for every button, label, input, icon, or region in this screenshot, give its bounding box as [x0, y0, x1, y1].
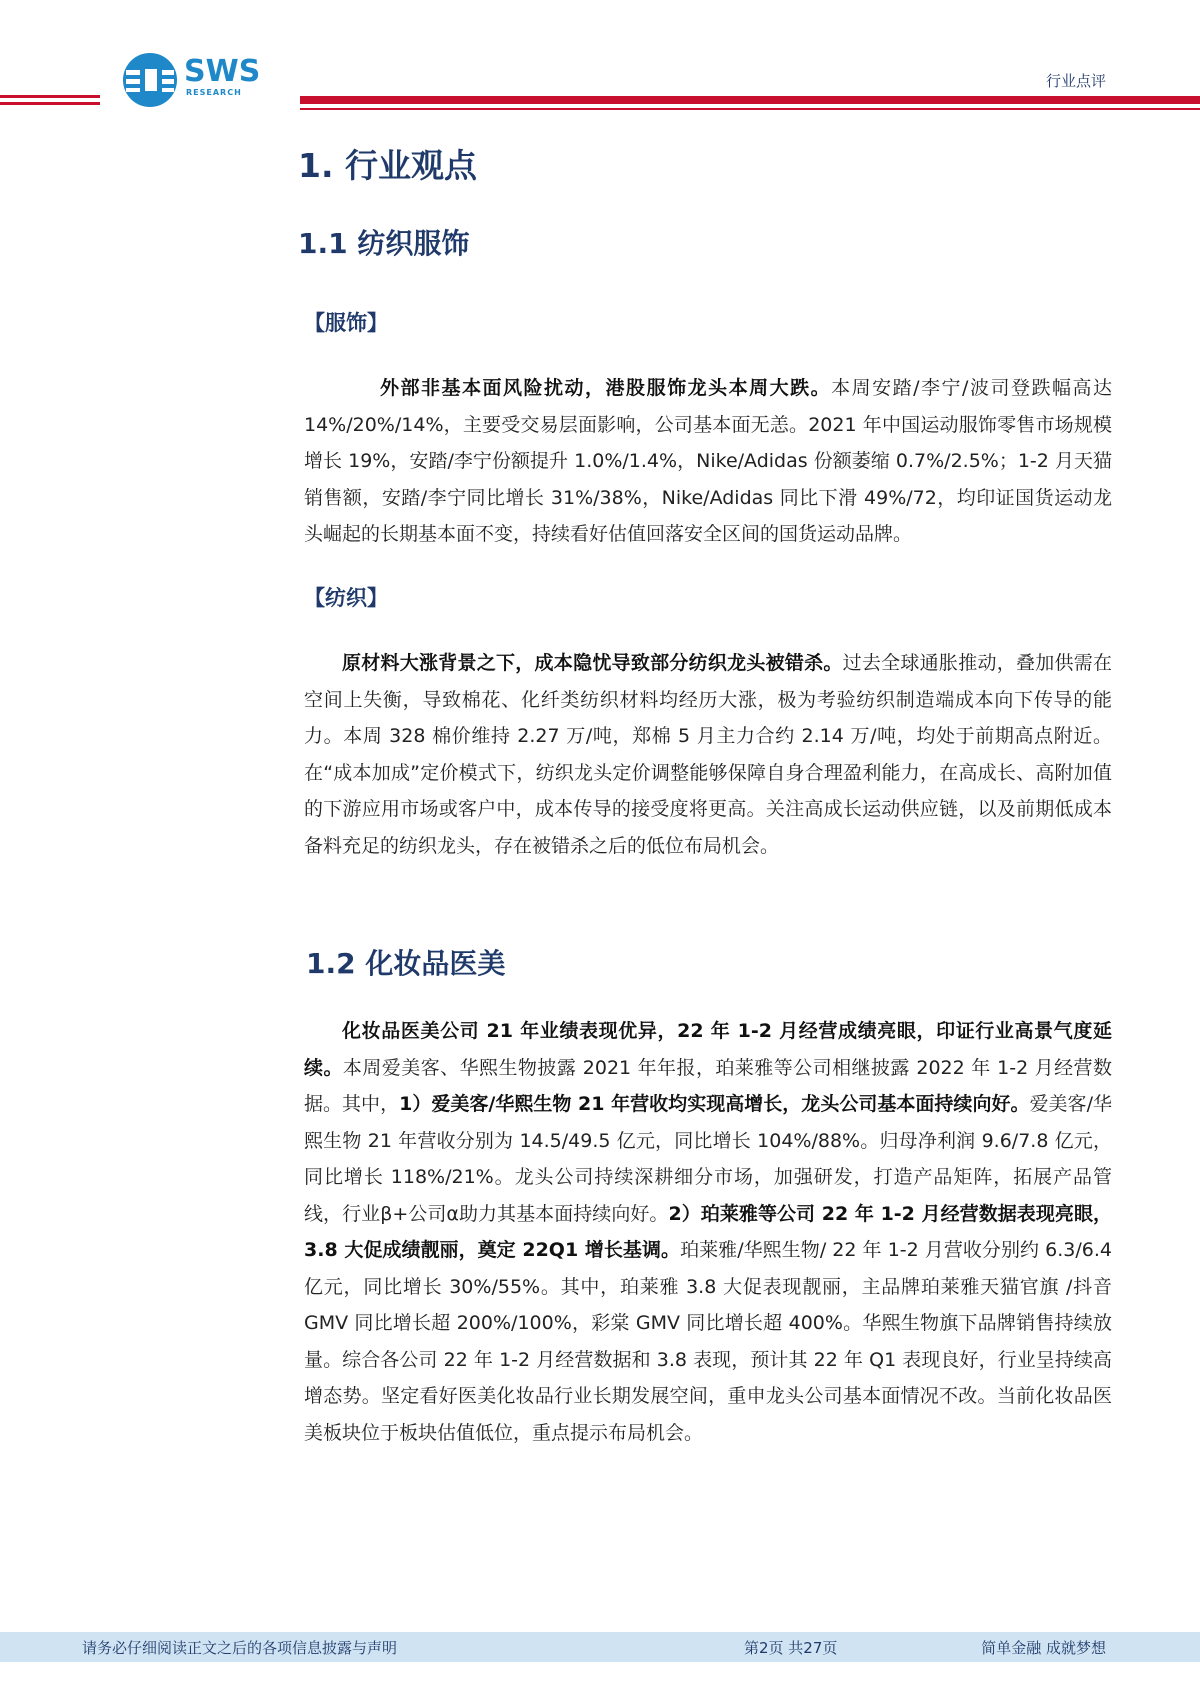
- cosmetics-bold-2: 2）珀莱雅等公司 22 年 1-2 月经营数据表现亮眼，3.8 大促成绩靓丽，奠定 22Q1 增长基调。: [304, 1202, 1112, 1261]
- footer-page-number: 第2页 共27页: [744, 1639, 838, 1657]
- cosmetics-text-3: 珀莱雅/华熙生物/ 22 年 1-2 月营收分别约 6.3/6.4 亿元，同比增长 30%/55%。其中，珀莱雅 3.8 大促表现靓丽，主品牌珀莱雅天猫官旗 /抖音 GMV 同比增长超 200%/100%，彩棠 GMV 同比增长超 400%。华熙生物旗下品牌销售持续放量。综合各公司 22 年 1-2 月经营数据和 3.8 表现，预计其 22 年 Q1 表现良好，行业呈持续高增态势。坚定看好医美化妆品行业长期发展空间，重申龙头公司基本面情况不改。当前化妆品医美板块位于板块估值低位，重点提示布局机会。: [304, 1239, 1112, 1444]
- cosmetics-lead: 化妆品医美公司 21 年业绩表现优异，22 年 1-2 月经营成绩亮眼，印证行业高景气度延续。: [304, 1020, 1112, 1079]
- footer-disclaimer: 请务必仔细阅读正文之后的各项信息披露与声明: [82, 1639, 398, 1657]
- logo-text: SWS: [184, 54, 261, 89]
- section-1-2-title: 1.2 化妆品医美: [306, 947, 506, 980]
- document-type-label: 行业点评: [1045, 72, 1106, 90]
- textile-paragraph: [304, 645, 1112, 864]
- section-1-title: 1. 行业观点: [298, 146, 477, 185]
- apparel-body: 本周安踏/李宁/波司登跌幅高达14%/20%/14%，主要受交易层面影响，公司基本面无恙。2021 年中国运动服饰零售市场规模增长 19%，安踏/李宁份额提升 1.0%/1.4%，Nike/Adidas 份额萎缩 0.7%/2.5%；1-2 月天猫销售额，安踏/李宁同比增长 31%/38%，Nike/Adidas 同比下滑 49%/72，均印证国货运动龙头崛起的长期基本面不变，持续看好估值回落安全区间的国货运动品牌。: [304, 377, 1112, 545]
- footer-slogan: 简单金融 成就梦想: [981, 1639, 1106, 1657]
- page-footer: [0, 1632, 1200, 1662]
- header-rule-right-thin: [300, 108, 1200, 110]
- textile-body: 过去全球通胀推动，叠加供需在空间上失衡，导致棉花、化纤类纺织材料均经历大涨，极为考验纺织制造端成本向下传导的能力。本周 328 棉价维持 2.27 万/吨，郑棉 5 月主力合约 2.14 万/吨，均处于前期高点附近。在“成本加成”定价模式下，纺织龙头定价调整能够保障自身合理盈利能力，在高成长、高附加值的下游应用市场或客户中，成本传导的接受度将更高。关注高成长运动供应链，以及前期低成本备料充足的纺织龙头，存在被错杀之后的低位布局机会。: [304, 652, 1112, 857]
- header-rule-left-secondary: [0, 102, 100, 105]
- cosmetics-paragraph: [304, 1013, 1112, 1451]
- textile-tag: 【纺织】: [304, 586, 388, 610]
- cosmetics-bold-1: 1）爱美客/华熙生物 21 年营收均实现高增长，龙头公司基本面持续向好。: [399, 1093, 1030, 1115]
- textile-lead: 原材料大涨背景之下，成本隐忧导致部分纺织龙头被错杀。: [342, 652, 843, 674]
- logo-subtext: RESEARCH: [186, 88, 242, 97]
- cosmetics-text-1: 本周爱美客、华熙生物披露 2021 年年报，珀莱雅等公司相继披露 2022 年 1-2 月经营数据。其中，: [304, 1056, 1112, 1115]
- sws-logo: [120, 50, 260, 110]
- header-rule-right: [300, 96, 1200, 104]
- apparel-lead: 外部非基本面风险扰动，港股服饰龙头本周大跌。: [380, 377, 832, 399]
- header-rule-left: [0, 95, 100, 98]
- section-1-1-title: 1.1 纺织服饰: [298, 227, 470, 260]
- apparel-paragraph: [304, 370, 1112, 553]
- apparel-tag: 【服饰】: [304, 311, 388, 335]
- cosmetics-text-2: 爱美客/华熙生物 21 年营收分别为 14.5/49.5 亿元，同比增长 104%/88%。归母净利润 9.6/7.8 亿元，同比增长 118%/21%。龙头公司持续深耕细分市场，加强研发，打造产品矩阵，拓展产品管线，行业β+公司α助力其基本面持续向好。: [304, 1093, 1112, 1225]
